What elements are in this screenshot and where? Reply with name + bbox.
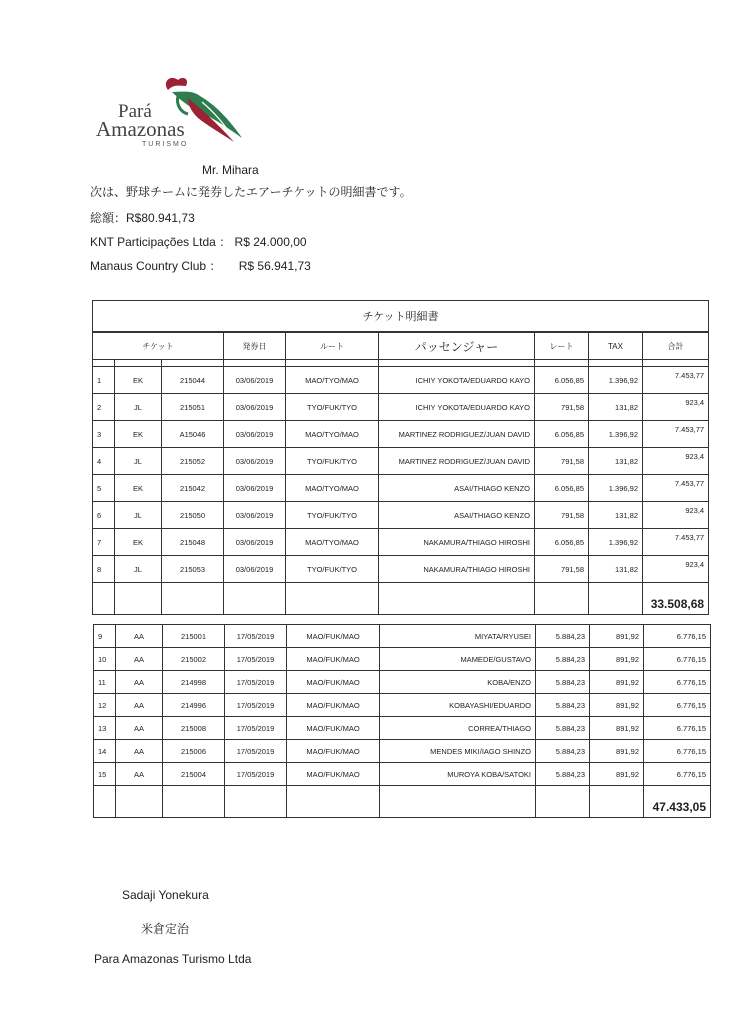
empty-cell — [224, 583, 286, 615]
airline-code: EK — [115, 367, 162, 394]
empty-cell — [162, 583, 224, 615]
table-row — [93, 448, 709, 475]
ticket-number: 215004 — [163, 763, 225, 786]
header-rate: レート — [535, 332, 589, 360]
logo-word-para: Pará — [118, 101, 152, 122]
tax: 131,82 — [589, 394, 643, 421]
issue-date: 17/05/2019 — [225, 671, 287, 694]
empty-cell — [116, 786, 163, 818]
subtotal-row — [93, 583, 709, 615]
row-number: 3 — [93, 421, 115, 448]
table-row — [94, 625, 711, 648]
rate: 5.884,23 — [536, 648, 590, 671]
ticket-number: 215052 — [162, 448, 224, 475]
ticket-number: 215042 — [162, 475, 224, 502]
tax: 1.396,92 — [589, 367, 643, 394]
table-title: チケット明細書 — [93, 301, 709, 333]
tax: 891,92 — [590, 648, 644, 671]
airline-code: EK — [115, 475, 162, 502]
route: MAO/FUK/MAO — [287, 625, 380, 648]
passenger-name: ICHIY YOKOTA/EDUARDO KAYO — [379, 367, 535, 394]
table-row — [93, 502, 709, 529]
table-row — [94, 763, 711, 786]
logo-word-turismo: TURISMO — [142, 141, 189, 148]
issue-date: 17/05/2019 — [225, 694, 287, 717]
table-row — [94, 717, 711, 740]
subtotal-value: 33.508,68 — [643, 583, 709, 615]
table-row — [93, 394, 709, 421]
ticket-table-2 — [93, 624, 711, 818]
tax: 131,82 — [589, 502, 643, 529]
tax: 891,92 — [590, 717, 644, 740]
issue-date: 17/05/2019 — [225, 717, 287, 740]
rate: 791,58 — [535, 448, 589, 475]
tax: 891,92 — [590, 740, 644, 763]
empty-cell — [115, 583, 162, 615]
issue-date: 03/06/2019 — [224, 367, 286, 394]
ticket-number: A15046 — [162, 421, 224, 448]
rate: 791,58 — [535, 394, 589, 421]
row-number: 10 — [94, 648, 116, 671]
issue-date: 17/05/2019 — [225, 740, 287, 763]
company1-label: KNT Participações Ltda ： — [90, 235, 232, 249]
empty-cell — [380, 786, 536, 818]
header-total: 合計 — [643, 332, 709, 360]
ticket-number: 215053 — [162, 556, 224, 583]
route: MAO/FUK/MAO — [287, 648, 380, 671]
logo-word-amazonas: Amazonas — [96, 117, 185, 141]
row-number: 1 — [93, 367, 115, 394]
issue-date: 03/06/2019 — [224, 556, 286, 583]
row-total: 923,4 — [643, 448, 709, 475]
row-total: 6.776,15 — [644, 763, 711, 786]
airline-code: AA — [116, 717, 163, 740]
ticket-number: 215048 — [162, 529, 224, 556]
route: TYO/FUK/TYO — [286, 556, 379, 583]
row-total: 7.453,77 — [643, 475, 709, 502]
table-row — [93, 556, 709, 583]
issue-date: 03/06/2019 — [224, 421, 286, 448]
row-total: 6.776,15 — [644, 694, 711, 717]
row-number: 8 — [93, 556, 115, 583]
passenger-name: MIYATA/RYUSEI — [380, 625, 536, 648]
company1-line — [90, 233, 307, 250]
rate: 5.884,23 — [536, 717, 590, 740]
subtotal-row — [94, 786, 711, 818]
empty-cell — [286, 583, 379, 615]
grand-total-line — [90, 209, 195, 226]
tax: 891,92 — [590, 763, 644, 786]
row-total: 6.776,15 — [644, 648, 711, 671]
ticket-number: 215050 — [162, 502, 224, 529]
intro-text: 次は、野球チームに発券したエアーチケットの明細書です。 — [90, 185, 412, 199]
row-number: 4 — [93, 448, 115, 475]
subtotal-value: 47.433,05 — [644, 786, 711, 818]
route: MAO/TYO/MAO — [286, 421, 379, 448]
ticket-number: 215044 — [162, 367, 224, 394]
company2-line — [90, 257, 311, 274]
tax: 891,92 — [590, 671, 644, 694]
route: MAO/FUK/MAO — [287, 694, 380, 717]
airline-code: AA — [116, 763, 163, 786]
passenger-name: ASAI/THIAGO KENZO — [379, 475, 535, 502]
table-row — [93, 367, 709, 394]
passenger-name: NAKAMURA/THIAGO HIROSHI — [379, 529, 535, 556]
airline-code: AA — [116, 671, 163, 694]
issue-date: 03/06/2019 — [224, 475, 286, 502]
ticket-number: 215008 — [163, 717, 225, 740]
row-total: 923,4 — [643, 394, 709, 421]
rate: 6.056,85 — [535, 421, 589, 448]
airline-code: AA — [116, 625, 163, 648]
issue-date: 03/06/2019 — [224, 448, 286, 475]
table-row — [94, 648, 711, 671]
empty-cell — [590, 786, 644, 818]
table-row — [94, 694, 711, 717]
row-number: 14 — [94, 740, 116, 763]
rate: 5.884,23 — [536, 625, 590, 648]
rate: 5.884,23 — [536, 763, 590, 786]
passenger-name: MENDES MIKI/IAGO SHINZO — [380, 740, 536, 763]
tax: 1.396,92 — [589, 475, 643, 502]
empty-cell — [535, 583, 589, 615]
rate: 5.884,23 — [536, 694, 590, 717]
rate: 791,58 — [535, 556, 589, 583]
tax: 1.396,92 — [589, 421, 643, 448]
addressee: Mr. Mihara — [202, 163, 259, 177]
table-row — [94, 740, 711, 763]
company2-value: R$ 56.941,73 — [238, 259, 311, 273]
airline-code: AA — [116, 694, 163, 717]
route: MAO/FUK/MAO — [287, 740, 380, 763]
row-number: 2 — [93, 394, 115, 421]
table-row — [94, 671, 711, 694]
header-passenger: パッセンジャー — [379, 332, 535, 360]
signer-name: Sadaji Yonekura — [122, 888, 209, 902]
passenger-name: MARTINEZ RODRIGUEZ/JUAN DAVID — [379, 448, 535, 475]
passenger-name: ASAI/THIAGO KENZO — [379, 502, 535, 529]
rate: 5.884,23 — [536, 740, 590, 763]
airline-code: JL — [115, 556, 162, 583]
rate: 6.056,85 — [535, 475, 589, 502]
ticket-number: 215006 — [163, 740, 225, 763]
row-number: 6 — [93, 502, 115, 529]
empty-cell — [225, 786, 287, 818]
route: MAO/TYO/MAO — [286, 529, 379, 556]
ticket-number: 214998 — [163, 671, 225, 694]
row-number: 13 — [94, 717, 116, 740]
route: TYO/FUK/TYO — [286, 502, 379, 529]
row-number: 7 — [93, 529, 115, 556]
rate: 5.884,23 — [536, 671, 590, 694]
empty-cell — [379, 583, 535, 615]
airline-code: EK — [115, 529, 162, 556]
passenger-name: MAMEDE/GUSTAVO — [380, 648, 536, 671]
table-row — [93, 421, 709, 448]
passenger-name: NAKAMURA/THIAGO HIROSHI — [379, 556, 535, 583]
issue-date: 17/05/2019 — [225, 763, 287, 786]
empty-cell — [163, 786, 225, 818]
passenger-name: CORREA/THIAGO — [380, 717, 536, 740]
header-issue-date: 発券日 — [224, 332, 286, 360]
issue-date: 03/06/2019 — [224, 394, 286, 421]
row-total: 6.776,15 — [644, 625, 711, 648]
row-total: 923,4 — [643, 556, 709, 583]
route: TYO/FUK/TYO — [286, 394, 379, 421]
rate: 6.056,85 — [535, 529, 589, 556]
header-route: ルート — [286, 332, 379, 360]
airline-code: AA — [116, 740, 163, 763]
issue-date: 17/05/2019 — [225, 648, 287, 671]
issue-date: 03/06/2019 — [224, 502, 286, 529]
company1-value: R$ 24.000,00 — [234, 235, 307, 249]
airline-code: AA — [116, 648, 163, 671]
header-tax: TAX — [589, 332, 643, 360]
route: MAO/FUK/MAO — [287, 717, 380, 740]
grand-total-label: 総額： — [90, 211, 127, 225]
airline-code: JL — [115, 394, 162, 421]
header-ticket: チケット — [93, 332, 224, 360]
passenger-name: ICHIY YOKOTA/EDUARDO KAYO — [379, 394, 535, 421]
ticket-number: 215001 — [163, 625, 225, 648]
footer-company: Para Amazonas Turismo Ltda — [94, 952, 252, 966]
row-number: 15 — [94, 763, 116, 786]
passenger-name: MARTINEZ RODRIGUEZ/JUAN DAVID — [379, 421, 535, 448]
company2-label: Manaus Country Club ： — [90, 259, 222, 273]
tax: 891,92 — [590, 625, 644, 648]
route: MAO/FUK/MAO — [287, 671, 380, 694]
row-number: 5 — [93, 475, 115, 502]
empty-cell — [287, 786, 380, 818]
empty-cell — [93, 583, 115, 615]
signer-name-jp: 米倉定治 — [141, 922, 190, 936]
airline-code: JL — [115, 448, 162, 475]
ticket-number: 215002 — [163, 648, 225, 671]
ticket-table-1 — [92, 300, 709, 615]
company-logo — [96, 72, 246, 152]
table-row — [93, 475, 709, 502]
table-gap-row — [93, 360, 709, 367]
table-row — [93, 529, 709, 556]
passenger-name: MUROYA KOBA/SATOKI — [380, 763, 536, 786]
airline-code: JL — [115, 502, 162, 529]
airline-code: EK — [115, 421, 162, 448]
grand-total-value: R$80.941,73 — [126, 211, 195, 225]
row-total: 6.776,15 — [644, 740, 711, 763]
empty-cell — [94, 786, 116, 818]
rate: 6.056,85 — [535, 367, 589, 394]
ticket-number: 214996 — [163, 694, 225, 717]
route: MAO/FUK/MAO — [287, 763, 380, 786]
row-total: 7.453,77 — [643, 367, 709, 394]
tax: 131,82 — [589, 556, 643, 583]
row-total: 7.453,77 — [643, 529, 709, 556]
row-number: 11 — [94, 671, 116, 694]
tax: 131,82 — [589, 448, 643, 475]
issue-date: 03/06/2019 — [224, 529, 286, 556]
row-total: 6.776,15 — [644, 717, 711, 740]
route: TYO/FUK/TYO — [286, 448, 379, 475]
passenger-name: KOBA/ENZO — [380, 671, 536, 694]
row-total: 6.776,15 — [644, 671, 711, 694]
route: MAO/TYO/MAO — [286, 475, 379, 502]
passenger-name: KOBAYASHI/EDUARDO — [380, 694, 536, 717]
row-total: 7.453,77 — [643, 421, 709, 448]
route: MAO/TYO/MAO — [286, 367, 379, 394]
empty-cell — [536, 786, 590, 818]
rate: 791,58 — [535, 502, 589, 529]
row-total: 923,4 — [643, 502, 709, 529]
tax: 891,92 — [590, 694, 644, 717]
row-number: 12 — [94, 694, 116, 717]
row-number: 9 — [94, 625, 116, 648]
tax: 1.396,92 — [589, 529, 643, 556]
empty-cell — [589, 583, 643, 615]
ticket-number: 215051 — [162, 394, 224, 421]
issue-date: 17/05/2019 — [225, 625, 287, 648]
